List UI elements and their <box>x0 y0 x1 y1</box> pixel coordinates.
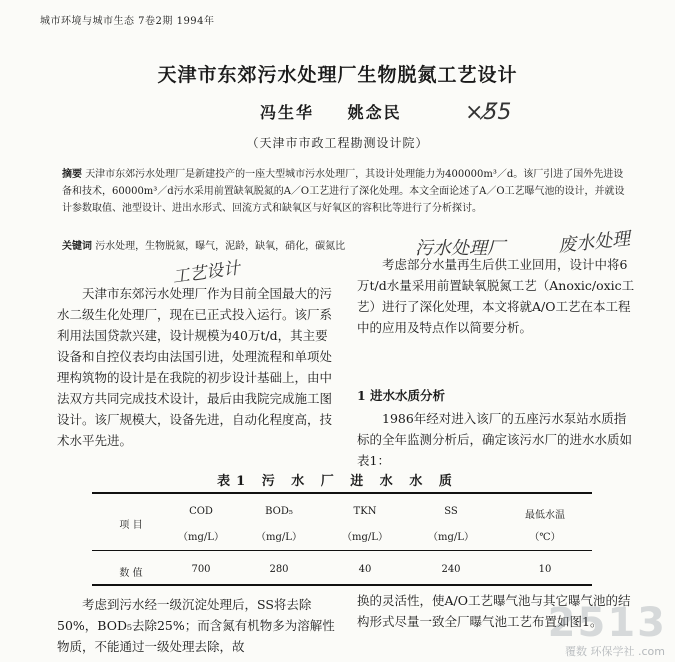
table-cell: 40 <box>358 564 372 575</box>
body-paragraph-right: 换的灵活性，使A/O工艺曝气池与其它曝气池的结构形式尽量一致全厂曝气池工艺布置如图1。 <box>357 593 631 629</box>
section-paragraph: 1986年经对进入该厂的五座污水泵站水质指标的全年监测分析后，确定该污水厂的进水水质如表1： <box>357 411 633 468</box>
table-col-unit: （℃） <box>529 532 561 543</box>
journal-header: 城市环境与城市生态 7卷2期 1994年 <box>40 16 215 27</box>
table-cell: 240 <box>441 564 461 575</box>
table-col-name: BOD₅ <box>265 506 293 517</box>
handwritten-note-wastewater: 废水处理 <box>557 228 632 257</box>
table-col-name: TKN <box>353 506 377 517</box>
table-caption: 表1 污 水 厂 进 水 水 质 <box>217 474 458 489</box>
abstract-text: 天津市东郊污水处理厂是新建投产的一座大型城市污水处理厂，其设计处理能力为400000m³／d。该厂引进了国外先进设备和技术，60000m³／d污水采用前置缺氧脱氮的A／O工艺进行了深化处理。本文全面论述了A／O工艺曝气池的设计，并就设计参数取值、池型设计、进出水形式、回流方式和缺氧区与好氧区的容积比等进行了分析探讨。 <box>62 169 625 214</box>
section-heading: 1 进水水质分析 <box>357 388 446 403</box>
table-cell: 280 <box>269 564 289 575</box>
watermark-logo: 2513 <box>547 600 667 646</box>
author-list <box>260 100 428 123</box>
table-col-unit: （mg/L） <box>256 532 302 543</box>
abstract-label: 摘要 <box>62 169 82 180</box>
table-rule <box>92 584 592 586</box>
table-col-unit: （mg/L） <box>428 532 474 543</box>
intro-right-paragraph: 考虑部分水量再生后供工业回用，设计中将6万t/d水量采用前置缺氧脱氮工艺（Anoxic/oxic工艺）进行了深化处理，本文将就A/O工艺在本工程中的应用及特点作以简要分析。 <box>357 257 635 335</box>
watermark-site: 覆数 环保学社 .com <box>565 645 665 658</box>
table-col-name: COD <box>189 506 213 517</box>
table-col-name: SS <box>444 506 458 517</box>
abstract <box>62 166 632 217</box>
table-col-unit: （mg/L） <box>178 532 224 543</box>
table-row-header: 项 目 <box>119 520 143 531</box>
affiliation: （天津市市政工程勘测设计院） <box>246 136 429 150</box>
table-row-header: 数 值 <box>119 568 143 579</box>
table-cell: 700 <box>191 564 211 575</box>
author-name: 冯生华 <box>260 103 315 122</box>
paper-title: 天津市东郊污水处理厂生物脱氮工艺设计 <box>157 64 518 86</box>
table-cell: 10 <box>538 564 552 575</box>
table-col-unit: （mg/L） <box>342 532 388 543</box>
handwritten-ref-mark: ×5̸5 <box>465 100 512 125</box>
table-rule <box>92 550 592 551</box>
handwritten-note-process: 工艺设计 <box>171 258 242 288</box>
table-col-name: 最低水温 <box>525 510 565 521</box>
handwritten-note-sewage: 污水处理厂 <box>415 238 505 259</box>
author-name: 姚念民 <box>347 103 402 122</box>
intro-left-paragraph: 天津市东郊污水处理厂作为目前全国最大的污水二级生化处理厂，现在已正式投入运行。该厂系利用法国贷款兴建，设计规模为40万t/d，其主要设备和自控仪表均由法国引进，处理流程和单项处理构筑物的设计是在我院的初步设计基础上，由中法双方共同完成技术设计，最后由我院完成施工图设计。该厂规模大，设备先进，自动化程度高，技术水平先进。 <box>57 286 333 448</box>
water-quality-table <box>92 492 592 586</box>
keywords-text: 污水处理，生物脱氮，曝气，泥龄，缺氧，硝化，碳氮比 <box>95 241 346 252</box>
body-paragraph-left: 考虑到污水经一级沉淀处理后，SS将去除50%，BOD₅去除25%；而含氮有机物多为溶解性物质，不能通过一级处理去除，故 <box>57 597 335 654</box>
keywords-label: 关键词 <box>62 241 92 252</box>
table-rule <box>92 492 592 494</box>
